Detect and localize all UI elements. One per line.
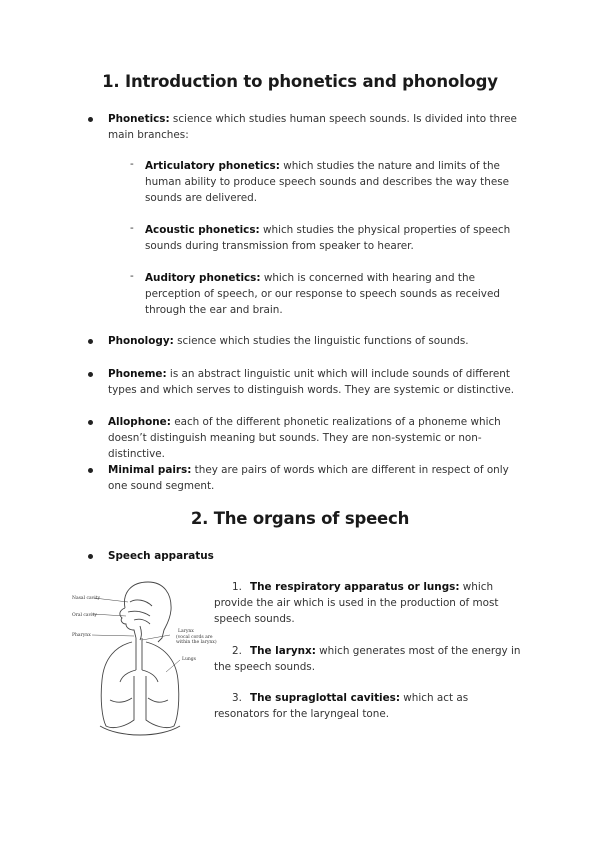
definition: which studies the nature and limits of the human ability to produce speech sounds and describes the way these sounds are delivered. [145,160,510,204]
label-oral-cavity: Oral cavity [72,613,97,618]
numbered-item [214,690,524,722]
item-number: 2. [232,645,242,657]
term: Phonetics: [108,113,170,125]
label-larynx-note-2: within the larynx) [176,640,217,645]
bullet-icon [88,468,93,473]
allophone-item [108,414,528,462]
term: Minimal pairs: [108,464,192,476]
section-2-title: 2. The organs of speech [190,509,410,528]
definition: science which studies the linguistic functions of sounds. [173,335,469,347]
branch-item [145,270,530,318]
term: Articulatory phonetics: [145,160,280,172]
label-larynx-note-1: (vocal cords are [176,635,213,640]
definition: which studies the physical properties of speech sounds during transmission from speaker to hearer. [145,224,511,252]
term: The larynx: [250,645,316,657]
label-lungs: Lungs [182,657,196,662]
phoneme-item [108,366,528,398]
bullet-icon [88,117,93,122]
term: Phonology: [108,335,174,347]
term: Acoustic phonetics: [145,224,260,236]
section-1-title: 1. Introduction to phonetics and phonology [102,72,498,91]
definition: which act as resonators for the laryngeal tone. [214,692,469,720]
term: Phoneme: [108,368,167,380]
label-larynx: Larynx [178,629,194,634]
dash-icon: - [130,222,134,234]
trachea-and-lungs [100,626,180,735]
minimal-pairs-item [108,462,528,494]
numbered-item [214,643,524,675]
speech-apparatus-item [108,548,214,564]
bullet-icon [88,372,93,377]
speech-organs-diagram [70,580,217,745]
definition: which provide the air which is used in the production of most speech sounds. [214,581,499,625]
phonetics-item [108,111,528,143]
dash-icon: - [130,158,134,170]
label-pharynx: Pharynx [72,633,91,638]
branch-item [145,222,515,254]
definition: which is concerned with hearing and the perception of speech, or our response to speech sounds as received through the ear and brain. [145,272,500,316]
dash-icon: - [130,270,134,282]
item-number: 1. [232,581,242,593]
term: The respiratory apparatus or lungs: [250,581,460,593]
bullet-icon [88,554,93,559]
definition: which generates most of the energy in the speech sounds. [214,645,521,673]
bullet-icon [88,339,93,344]
phonology-item [108,333,528,349]
term: Allophone: [108,416,171,428]
label-nasal-cavity: Nasal cavity [72,596,101,601]
item-number: 3. [232,692,242,704]
definition: science which studies human speech sounds. Is divided into three main branches: [108,113,517,141]
definition: each of the different phonetic realizations of a phoneme which doesn’t distinguish meaning but sounds. They are non-systemic or non-distinctive. [108,416,501,460]
branch-item [145,158,520,206]
term: Speech apparatus [108,550,214,562]
term: The supraglottal cavities: [250,692,400,704]
definition: they are pairs of words which are different in respect of only one sound segment. [108,464,509,492]
definition: is an abstract linguistic unit which will include sounds of different types and which serves to distinguish words. They are systemic or distinctive. [108,368,515,396]
head-outline [120,582,171,642]
numbered-item [214,579,524,627]
term: Auditory phonetics: [145,272,261,284]
bullet-icon [88,420,93,425]
